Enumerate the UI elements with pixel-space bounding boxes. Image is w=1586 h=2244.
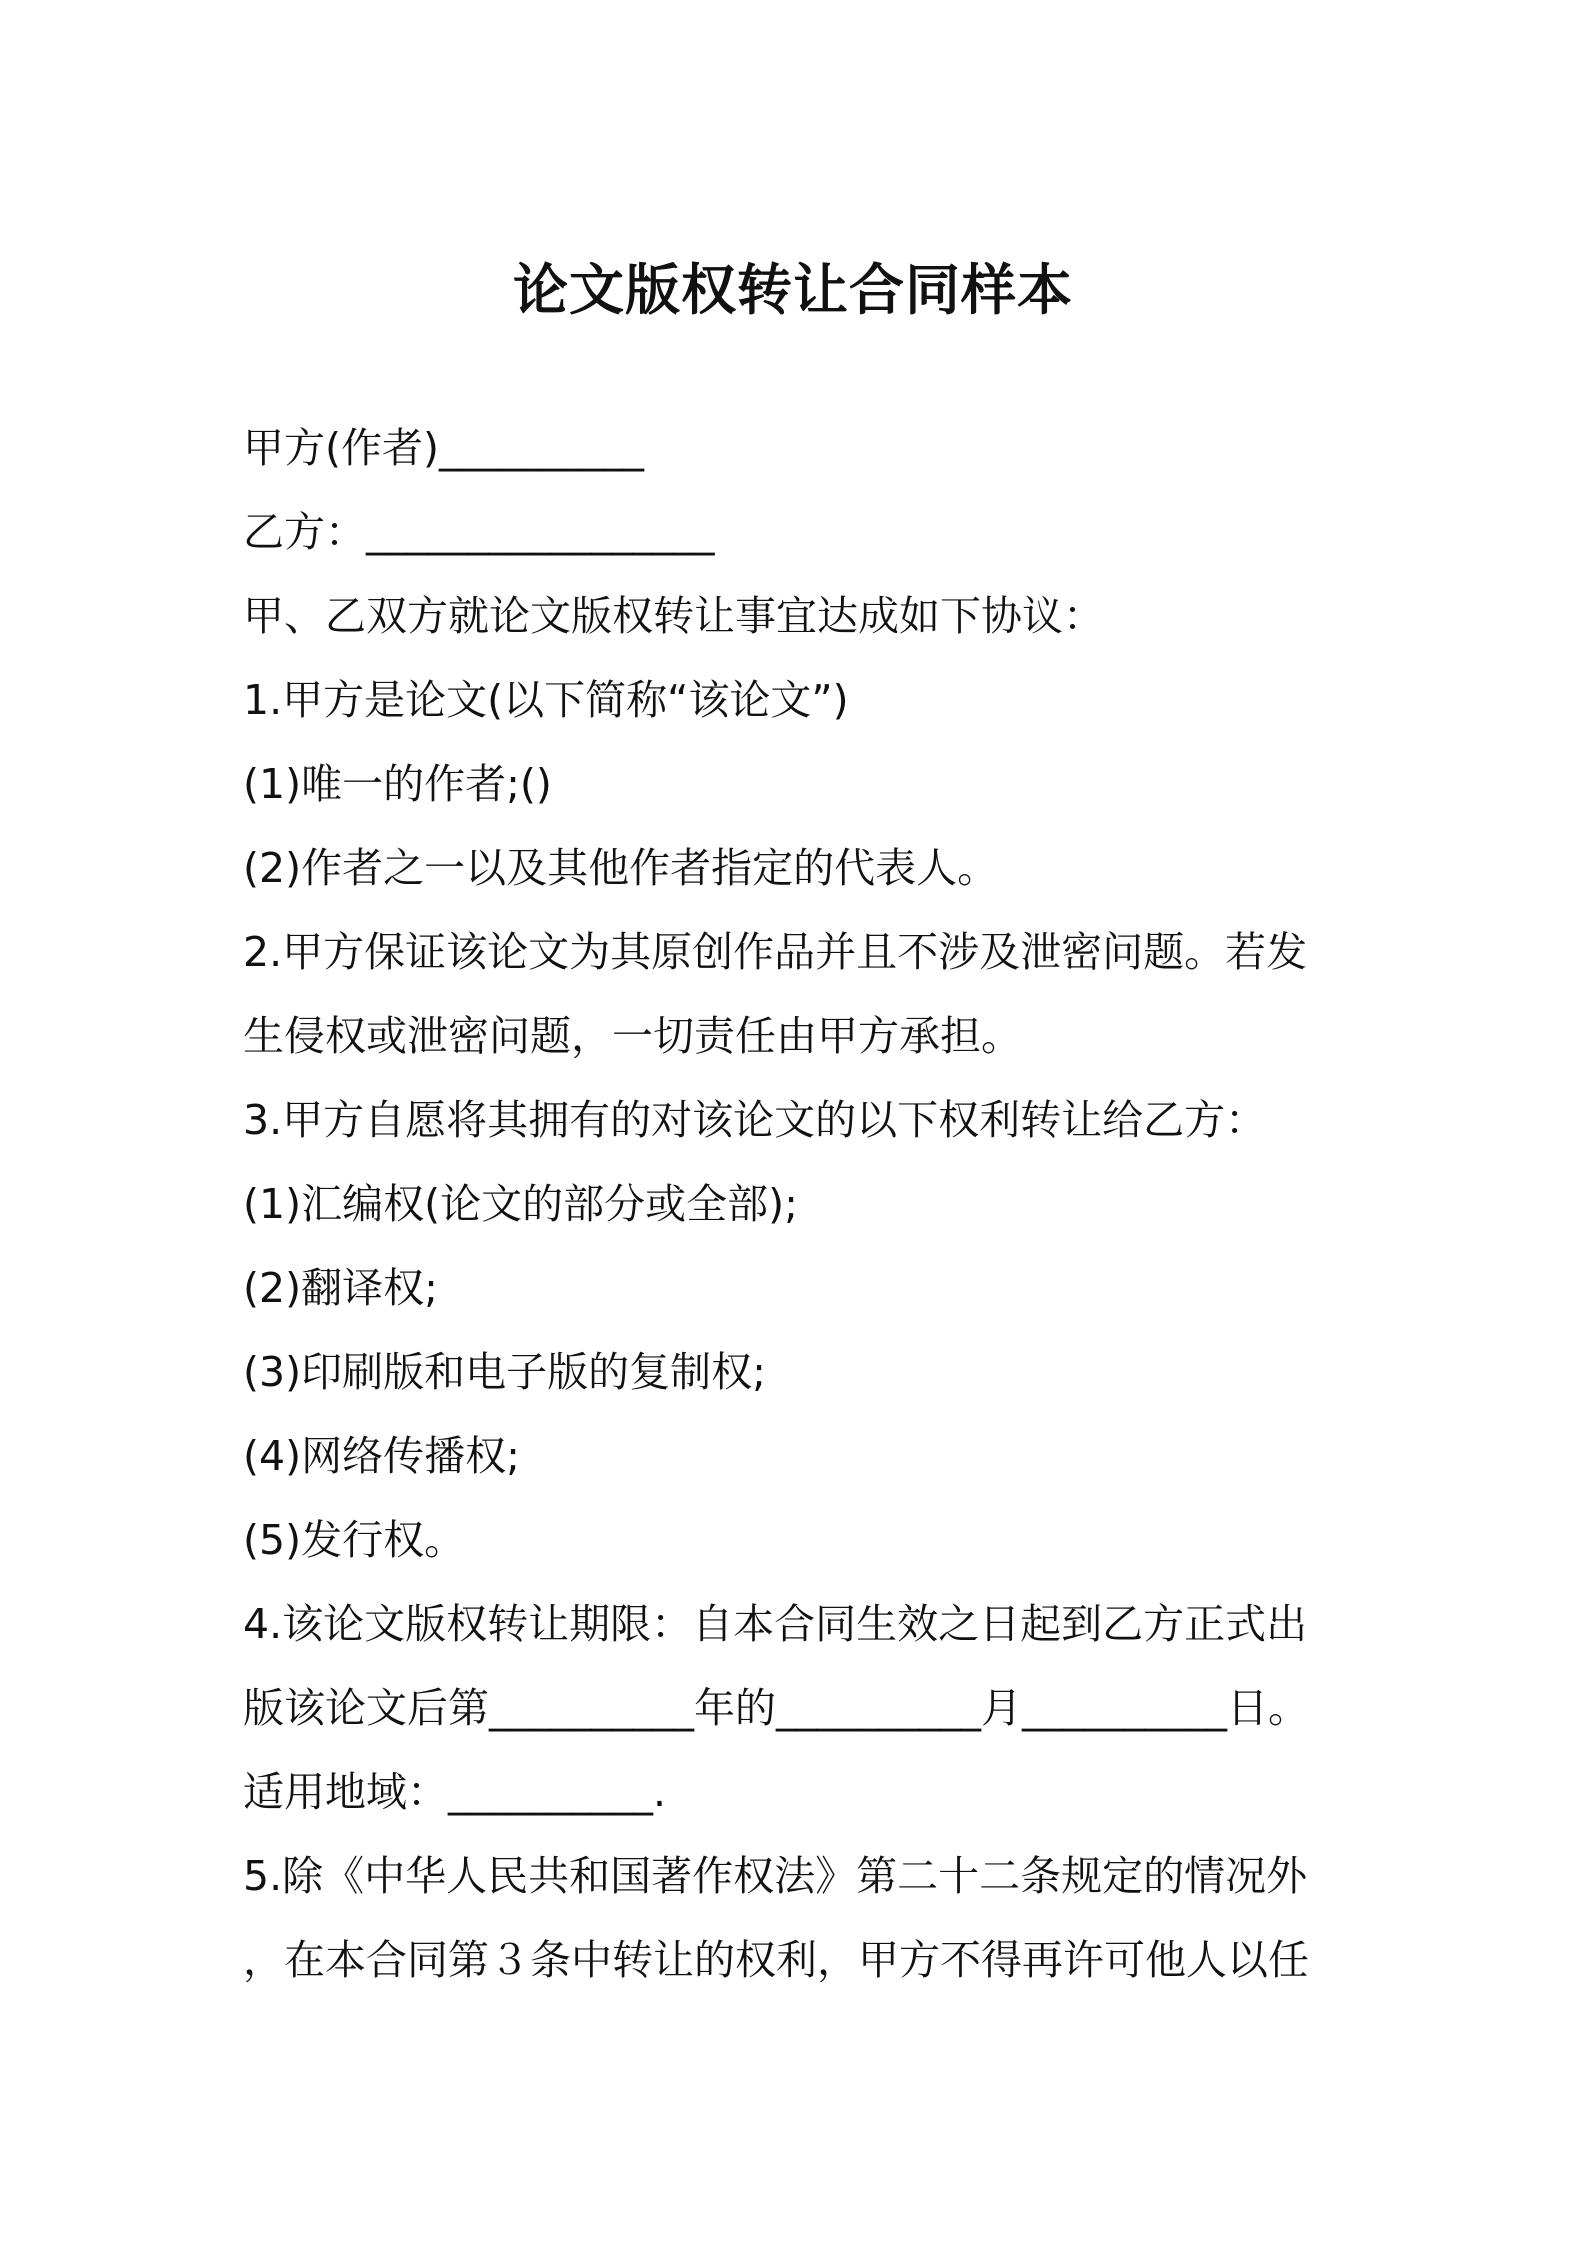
clause-5-line-2: ，在本合同第３条中转让的权利，甲方不得再许可他人以任 — [243, 1936, 1309, 1984]
clause-1-item-2: (2)作者之一以及其他作者指定的代表人。 — [243, 844, 999, 892]
clause-4-region: 适用地域：__________. — [243, 1768, 667, 1816]
agreement-intro: 甲、乙双方就论文版权转让事宜达成如下协议： — [243, 592, 1104, 640]
clause-4-line-1: 4.该论文版权转让期限：自本合同生效之日起到乙方正式出 — [243, 1600, 1308, 1648]
clause-3-item-4: (4)网络传播权; — [243, 1432, 520, 1480]
clause-5-line-1: 5.除《中华人民共和国著作权法》第二十二条规定的情况外 — [243, 1852, 1308, 1900]
document-body — [243, 406, 1363, 2002]
party-a-line: 甲方(作者)__________ — [243, 424, 644, 472]
clause-3: 3.甲方自愿将其拥有的对该论文的以下权利转让给乙方： — [243, 1096, 1267, 1144]
clause-3-item-3: (3)印刷版和电子版的复制权; — [243, 1348, 766, 1396]
clause-4-line-2: 版该论文后第__________年的__________月__________日。 — [243, 1684, 1309, 1732]
clause-1-item-1: (1)唯一的作者;() — [243, 760, 552, 808]
clause-3-item-5: (5)发行权。 — [243, 1516, 466, 1564]
clause-2-line-2: 生侵权或泄密问题，一切责任由甲方承担。 — [243, 1012, 1022, 1060]
clause-3-item-1: (1)汇编权(论文的部分或全部); — [243, 1180, 798, 1228]
clause-1: 1.甲方是论文(以下简称“该论文”) — [243, 676, 849, 724]
document-title: 论文版权转让合同样本 — [512, 258, 1073, 322]
clause-2-line-1: 2.甲方保证该论文为其原创作品并且不涉及泄密问题。若发 — [243, 928, 1308, 976]
clause-3-item-2: (2)翻译权; — [243, 1264, 438, 1312]
party-b-line: 乙方：_________________ — [243, 508, 715, 556]
